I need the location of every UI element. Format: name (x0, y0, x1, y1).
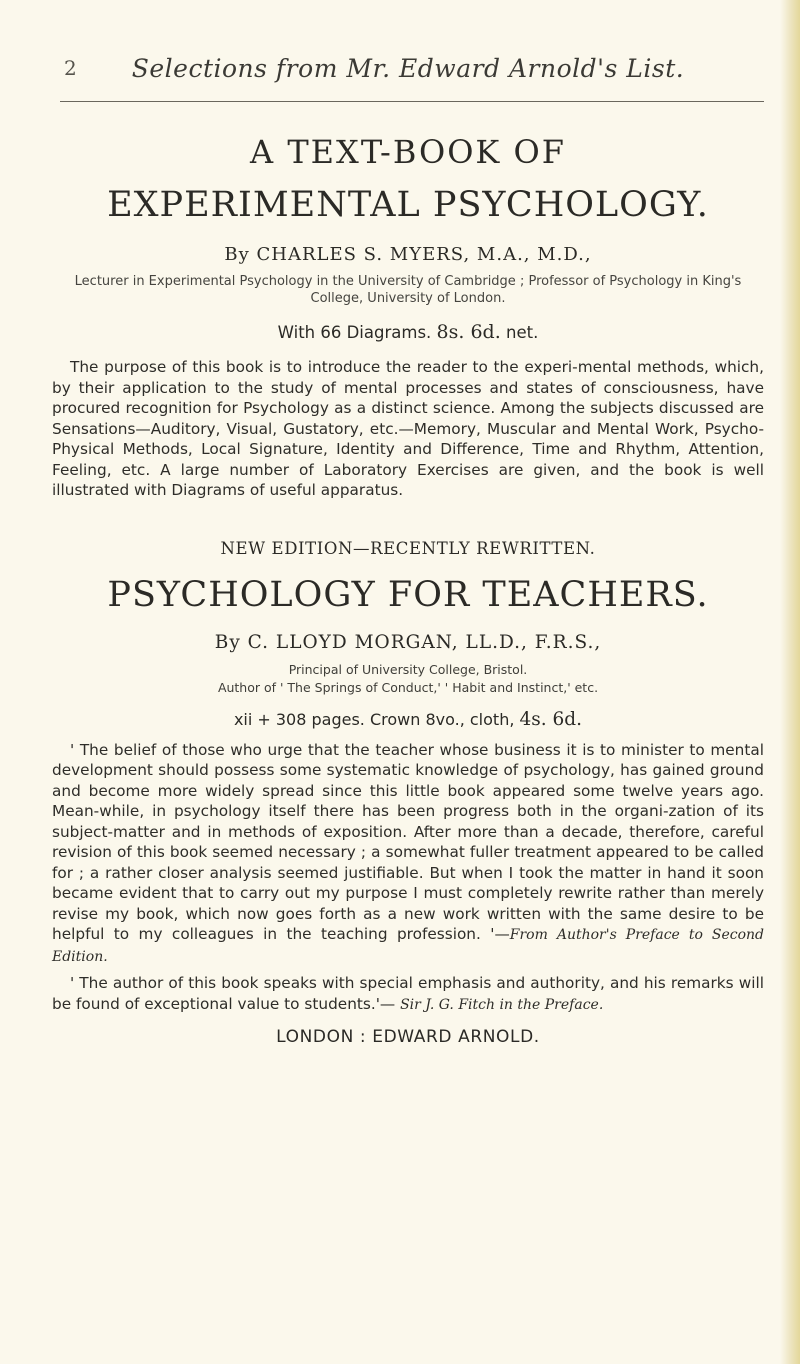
book2-title: PSYCHOLOGY FOR TEACHERS. (107, 574, 709, 615)
book1-price: 8s. 6d. (436, 321, 501, 343)
book1-price-suffix: net. (506, 323, 539, 342)
book2-details (52, 709, 764, 730)
book2-byline: By C. LLOYD MORGAN, LL.D., F.R.S., (214, 631, 602, 653)
book2-details-text: xii + 308 pages. Crown 8vo., cloth, (233, 709, 515, 729)
running-title: Selections from Mr. Edward Arnold's List. (131, 54, 685, 83)
book1-details-text: With 66 Diagrams. (277, 323, 432, 342)
book1-affiliation: Lecturer in Experimental Psychology in the University of Cambridge ; Professor of Psychology in King's College, University of London. (74, 274, 742, 306)
page-content (52, 0, 764, 1047)
book2-affiliation (52, 661, 764, 697)
book1-details (52, 321, 764, 343)
book2-quote2-text: ' The author of this book speaks with special emphasis and authority, and his remarks will be found of exceptional value to students.'— (52, 974, 764, 1013)
book1-description-text: The purpose of this book is to introduce the reader to the experi-mental methods, which, by their application to the study of mental processes and states of consciousness, have procured recognition for Psychology as a distinct science. Among the subjects discussed are Sensations—Auditory, Visual, Gustatory, etc.—Memory, Muscular and Mental Work, Psycho-Physical Methods, Local Signature, Identity and Difference, Time and Rhythm, Attention, Feeling, etc. A large number of Laboratory Exercises are given, and the book is well illustrated with Diagrams of useful apparatus. (52, 358, 764, 499)
book2-price: 4s. 6d. (519, 708, 583, 730)
book1-title-line1: A TEXT-BOOK OF (250, 133, 566, 171)
book2-edition-note: NEW EDITION—RECENTLY REWRITTEN. (220, 538, 596, 558)
book2-quote1-text: ' The belief of those who urge that the teacher whose business it is to minister to mental development should possess some systematic knowledge of psychology, has gained ground and become more widely spread since this little book appeared some twelve years ago. Mean-while, in psychology itself there has been progress both in the organi-zation of its subject-matter and in methods of exposition. After more than a decade, therefore, careful revision of this book seemed necessary ; a somewhat fuller treatment appeared to be called for ; a rather closer analysis seemed justifiable. But when I took the matter in hand it soon became evident that to carry out my purpose I must completely rewrite rather than merely revise my book, which now goes forth as a new work written with the same desire to be helpful to my colleagues in the teaching profession. '— (52, 740, 764, 943)
page-edge (780, 0, 800, 1364)
header-rule (60, 101, 764, 102)
book1-title-line2: EXPERIMENTAL PSYCHOLOGY. (107, 185, 709, 225)
book1-byline: By CHARLES S. MYERS, M.A., M.D., (224, 244, 592, 265)
book2-quote1 (52, 740, 764, 968)
book2-quotes (52, 740, 764, 1016)
book2-quote1-source: From Author's Preface to Second Edition. (52, 927, 764, 965)
book2-quote2 (52, 973, 764, 1015)
book2-affiliation-line1: Principal of University College, Bristol. (288, 661, 528, 677)
book2-affiliation-line2: Author of ' The Springs of Conduct,' ' Habit and Instinct,' etc. (217, 679, 599, 695)
running-head (52, 0, 764, 104)
book1-description (52, 357, 764, 501)
publisher-imprint: LONDON : EDWARD ARNOLD. (276, 1027, 540, 1047)
page-number: 2 (64, 56, 77, 80)
book2-quote2-source: Sir J. G. Fitch in the Preface. (400, 996, 604, 1013)
